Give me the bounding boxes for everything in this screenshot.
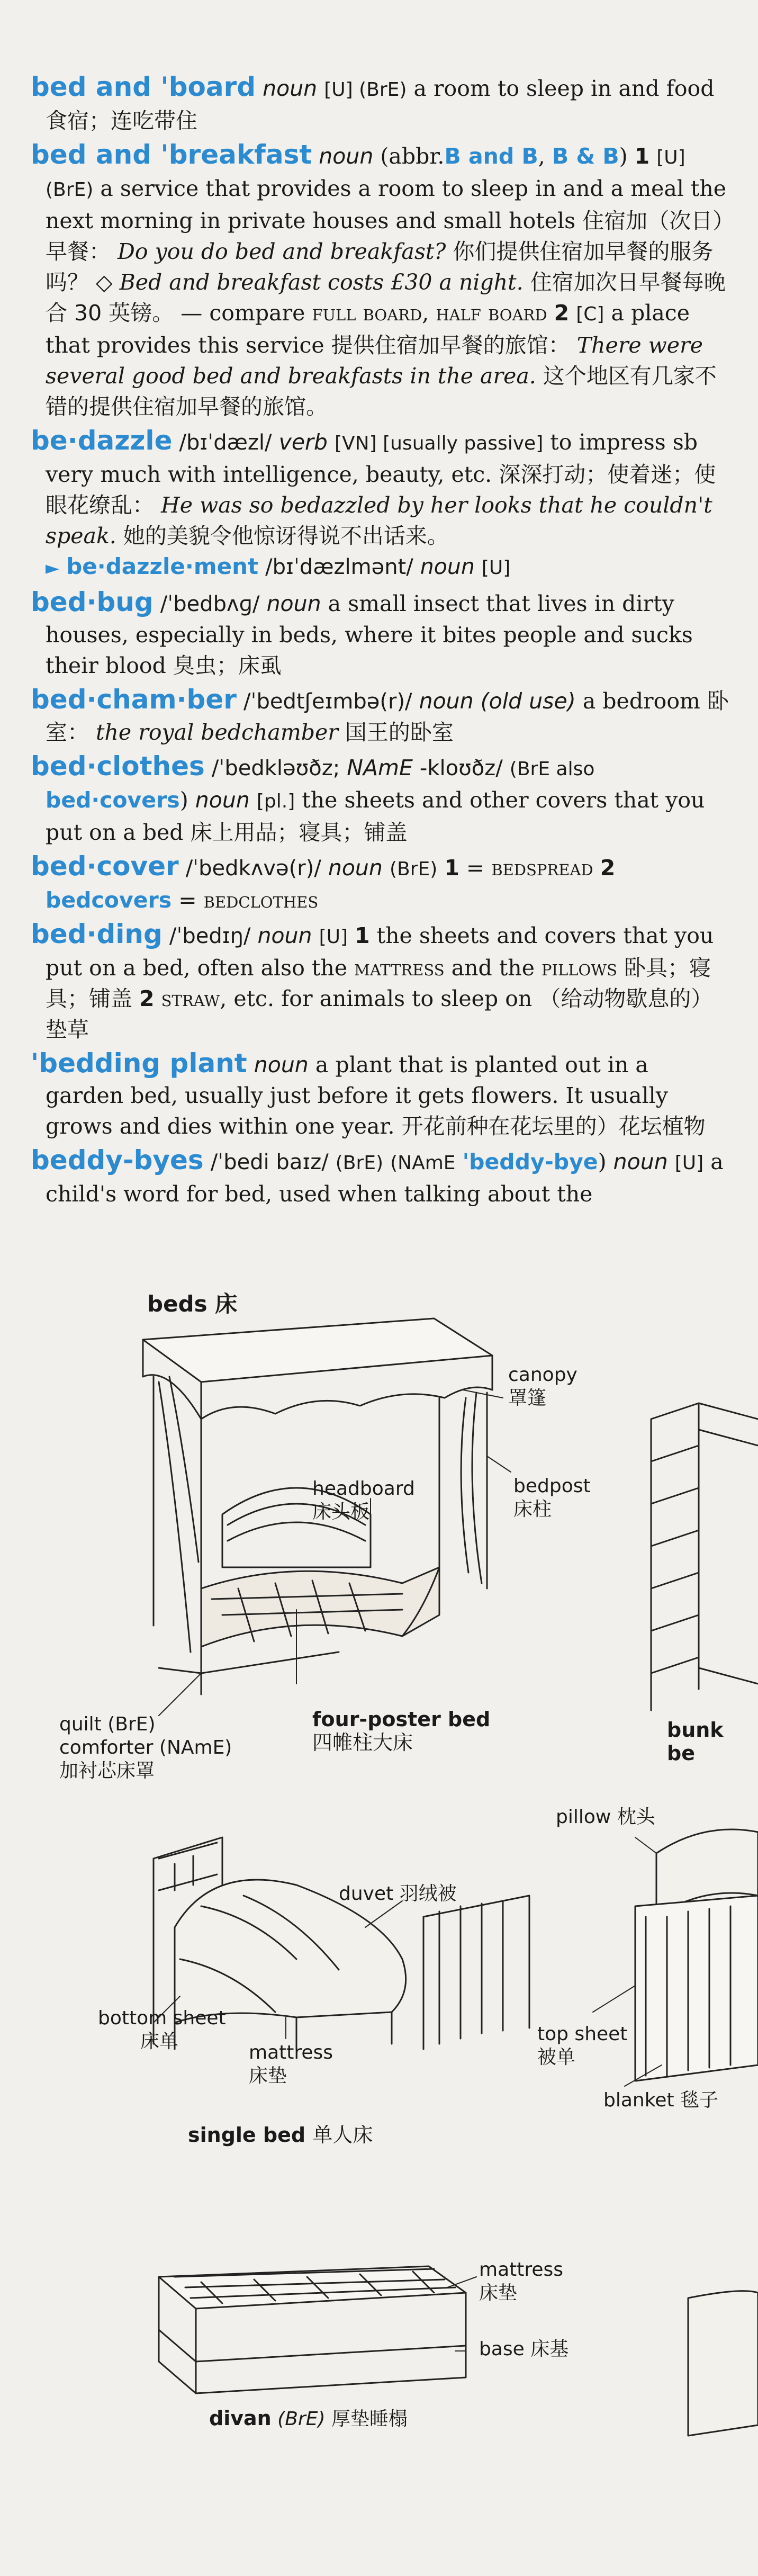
derivative-headword: be·dazzle·ment <box>66 553 259 579</box>
derivative-arrow-icon: ► <box>46 558 60 579</box>
label-bedpost <box>513 1475 591 1521</box>
headword: beddy-byes <box>31 1145 204 1175</box>
also-suffix: ) <box>179 787 188 813</box>
example: There were several good bed and breakfasts in the area. <box>46 333 703 389</box>
pronunciation: /bɪˈdæzlmənt/ <box>265 555 413 579</box>
us-suffix: ) <box>598 1149 607 1174</box>
translation: 卧具；寝具；铺盖 <box>46 955 711 1011</box>
translation: 住宿加（次日）早餐： <box>46 208 724 264</box>
translation: 卧室： <box>46 688 729 745</box>
example: Bed and breakfast costs £30 a night. <box>119 270 524 295</box>
part-of-speech: noun <box>420 554 475 579</box>
label-translation: 床垫 <box>249 2065 287 2087</box>
example-translation: 你们提供住宿加早餐的服务吗？ <box>46 239 714 295</box>
variant-headword: bed·covers <box>46 787 180 813</box>
label-translation: 床垫 <box>479 2282 518 2304</box>
label-translation: 四帷柱大床 <box>312 1731 413 1754</box>
equals-sign: = <box>466 855 485 881</box>
part-of-speech: noun <box>613 1149 668 1174</box>
sense-number: 1 <box>634 143 650 169</box>
label-text: divan <box>209 2407 272 2430</box>
translation: 臭虫；床虱 <box>173 653 282 678</box>
label-text: blanket 毯子 <box>603 2089 719 2111</box>
label-text: top sheet <box>537 2023 628 2045</box>
definition: a service that provides a room to sleep in and a meal the next morning in private houses and small hotels <box>46 176 727 234</box>
headword: be·dazzle <box>31 425 173 456</box>
definition: a bedroom <box>582 688 700 714</box>
variant-headword: 'beddy-bye <box>462 1149 598 1174</box>
sense-number: 1 <box>444 855 459 881</box>
label-top-sheet <box>537 2023 627 2069</box>
illustration-title: beds 床 <box>147 1291 238 1317</box>
label-text: pillow 枕头 <box>556 1806 655 1828</box>
pronunciation-us: -kloʊðz/ <box>419 756 503 780</box>
sense-number: 2 <box>554 300 570 326</box>
label-text: canopy <box>508 1364 577 1386</box>
grammar-label: [C] <box>576 303 604 325</box>
example: He was so bedazzled by her looks that he couldn't speak. <box>46 492 712 549</box>
label-mattress-divan <box>479 2258 563 2305</box>
cross-reference[interactable]: half board <box>436 300 547 326</box>
label-four-poster-bed <box>312 1708 490 1754</box>
grammar-label: [pl.] <box>256 791 295 812</box>
cross-reference[interactable]: bedclothes <box>203 887 319 913</box>
diamond-icon: ◇ <box>96 270 113 295</box>
abbr-suffix: ) <box>619 143 628 169</box>
definition: , etc. for animals to sleep on <box>220 986 533 1011</box>
example: the royal bedchamber <box>96 720 338 745</box>
headword: 'bedding plant <box>31 1048 247 1079</box>
label-region: (BrE) <box>277 2408 326 2430</box>
definition: a place that provides this service <box>46 300 690 358</box>
definition: a child's word for bed, used when talking about the <box>46 1149 724 1207</box>
abbr-prefix: (abbr. <box>380 143 445 169</box>
abbreviation: B & B <box>552 143 619 169</box>
label-text: duvet 羽绒被 <box>339 1883 457 1905</box>
label-text: four-poster bed <box>312 1708 491 1731</box>
part-of-speech: verb <box>278 429 328 455</box>
label-text: headboard <box>312 1478 415 1500</box>
definition: a room to sleep in and food <box>413 76 715 101</box>
label-bunk-bed <box>667 1718 758 1765</box>
label-translation: 厚垫睡榻 <box>331 2408 408 2430</box>
translation: 开花前种在花坛里的）花坛植物 <box>401 1114 706 1139</box>
part-of-speech: noun <box>419 688 474 714</box>
example-translation: 住宿加次日早餐每晚合 30 英镑。 <box>46 270 726 326</box>
leader-lines <box>154 1390 662 2351</box>
sense-number: 2 <box>139 986 155 1011</box>
part-of-speech: noun <box>328 855 383 881</box>
headword: bed·bug <box>31 587 154 617</box>
headword: bed·cham·ber <box>31 684 237 715</box>
label-divan <box>209 2407 408 2431</box>
region-label: (BrE) <box>335 1152 384 1174</box>
definition: to impress sb very much with intelligence, beauty, etc. <box>46 429 698 487</box>
label-duvet <box>339 1882 457 1906</box>
sense-number: 2 <box>600 855 616 881</box>
definition: the sheets and other covers that you put on a bed <box>46 787 705 845</box>
label-translation: 床头板 <box>312 1501 370 1523</box>
label-single-bed <box>188 2123 373 2147</box>
label-base <box>479 2338 568 2361</box>
abbreviation: B and B <box>444 143 538 169</box>
grammar-label: [U] <box>481 557 511 579</box>
definition: a small insect that lives in dirty houses, especially in beds, where it bites people and sucks their blood <box>46 591 693 678</box>
grammar-label: [U] <box>674 1152 704 1174</box>
label-bottom-sheet <box>98 2007 226 2053</box>
grammar-label: [VN] [usually passive] <box>334 433 544 454</box>
part-of-speech: noun <box>266 591 321 616</box>
translation: （给动物歇息的）垫草 <box>46 986 713 1042</box>
definition: a plant that is planted out in a garden bed, usually just before it gets flowers. It usually grows and dies within one year. <box>46 1052 668 1139</box>
equals-sign: = <box>178 887 197 913</box>
grammar-label: [U] (BrE) <box>324 79 407 101</box>
label-text: single bed <box>188 2123 306 2147</box>
translation: 床上用品；寝具；铺盖 <box>190 820 408 845</box>
bunk-bed-drawing <box>651 1403 758 1710</box>
cross-reference[interactable]: pillows <box>542 955 617 981</box>
label-mattress <box>249 2041 333 2088</box>
label-translation: 单人床 <box>312 2123 373 2147</box>
label-pillow <box>556 1806 655 1829</box>
double-bed-drawing <box>635 1829 758 2081</box>
also-label: (BrE also <box>509 758 595 780</box>
definition: and the <box>451 955 535 981</box>
cross-reference[interactable]: full board <box>312 300 422 326</box>
part-of-speech: noun <box>254 1052 309 1078</box>
part-of-speech: noun <box>195 787 250 813</box>
translation: 提供住宿加早餐的旅馆： <box>331 333 570 358</box>
pronunciation: /ˈbedi baɪz/ <box>210 1150 329 1174</box>
xref-separator: , <box>422 300 429 326</box>
pronunciation: /ˈbedbʌɡ/ <box>160 592 260 616</box>
label-text: bunk be <box>667 1718 724 1765</box>
usage-label: (old use) <box>480 688 576 714</box>
grammar-label: [U] (BrE) <box>46 147 685 201</box>
label-translation: 被单 <box>537 2047 576 2068</box>
label-translation: 罩篷 <box>508 1387 547 1409</box>
headword: bed·clothes <box>31 751 205 782</box>
example-translation: 国王的卧室 <box>345 720 454 745</box>
compare-label: — compare <box>181 300 305 326</box>
label-text: mattress <box>479 2259 564 2281</box>
example: Do you do bed and breakfast? <box>118 239 446 264</box>
example-translation: 她的美貌令他惊讶得说不出话来。 <box>123 523 449 549</box>
part-of-speech: noun <box>319 143 374 169</box>
label-translation: 床单 <box>140 2031 179 2052</box>
part-of-speech: noun <box>263 76 318 101</box>
pronunciation: /ˈbedtʃeɪmbə(r)/ <box>243 689 412 714</box>
pronunciation: /bɪˈdæzl/ <box>179 430 272 455</box>
label-quilt <box>59 1713 232 1783</box>
pronunciation: /ˈbedɪŋ/ <box>169 924 251 948</box>
label-text: quilt (BrE) <box>59 1713 156 1735</box>
grammar-label: [U] <box>319 926 348 948</box>
abbr-separator: , <box>538 143 545 169</box>
label-text: bedpost <box>513 1475 591 1497</box>
label-text: base 床基 <box>479 2338 569 2360</box>
us-label: (NAmE <box>390 1152 456 1174</box>
sense-number: 1 <box>355 923 370 948</box>
headword: bed and 'breakfast <box>31 139 312 170</box>
pronunciation: /ˈbedkʌvə(r)/ <box>185 856 321 881</box>
label-canopy <box>508 1363 577 1410</box>
headword: bed·cover <box>31 851 179 882</box>
region-label: NAmE <box>347 755 413 780</box>
headword: bed and 'board <box>31 71 256 102</box>
label-translation: 床柱 <box>513 1498 552 1520</box>
pronunciation: /ˈbedkləʊðz; <box>211 756 340 780</box>
translation: 深深打动；使着迷；使眼花缭乱： <box>46 462 716 518</box>
headword: bed·ding <box>31 919 163 949</box>
label-headboard <box>312 1477 415 1524</box>
definition: the sheets and covers that you put on a bed, often also the <box>46 923 714 981</box>
label-text: bottom sheet <box>98 2007 226 2029</box>
cross-reference[interactable]: bedspread <box>491 855 593 881</box>
cross-reference[interactable]: mattress <box>354 955 445 981</box>
plural-form: bedcovers <box>46 887 172 913</box>
part-of-speech: noun <box>257 923 312 948</box>
label-blanket <box>603 2089 718 2112</box>
grammar-label: (BrE) <box>389 858 438 880</box>
cross-reference[interactable]: straw <box>161 986 220 1011</box>
example-translation: 这个地区有几家不错的提供住宿加早餐的旅馆。 <box>46 363 717 419</box>
translation: 食宿；连吃带住 <box>46 108 197 133</box>
label-text: comforter (NAmE) <box>59 1737 232 1758</box>
label-text: mattress <box>249 2042 333 2063</box>
label-translation: 加衬芯床罩 <box>59 1760 155 1782</box>
